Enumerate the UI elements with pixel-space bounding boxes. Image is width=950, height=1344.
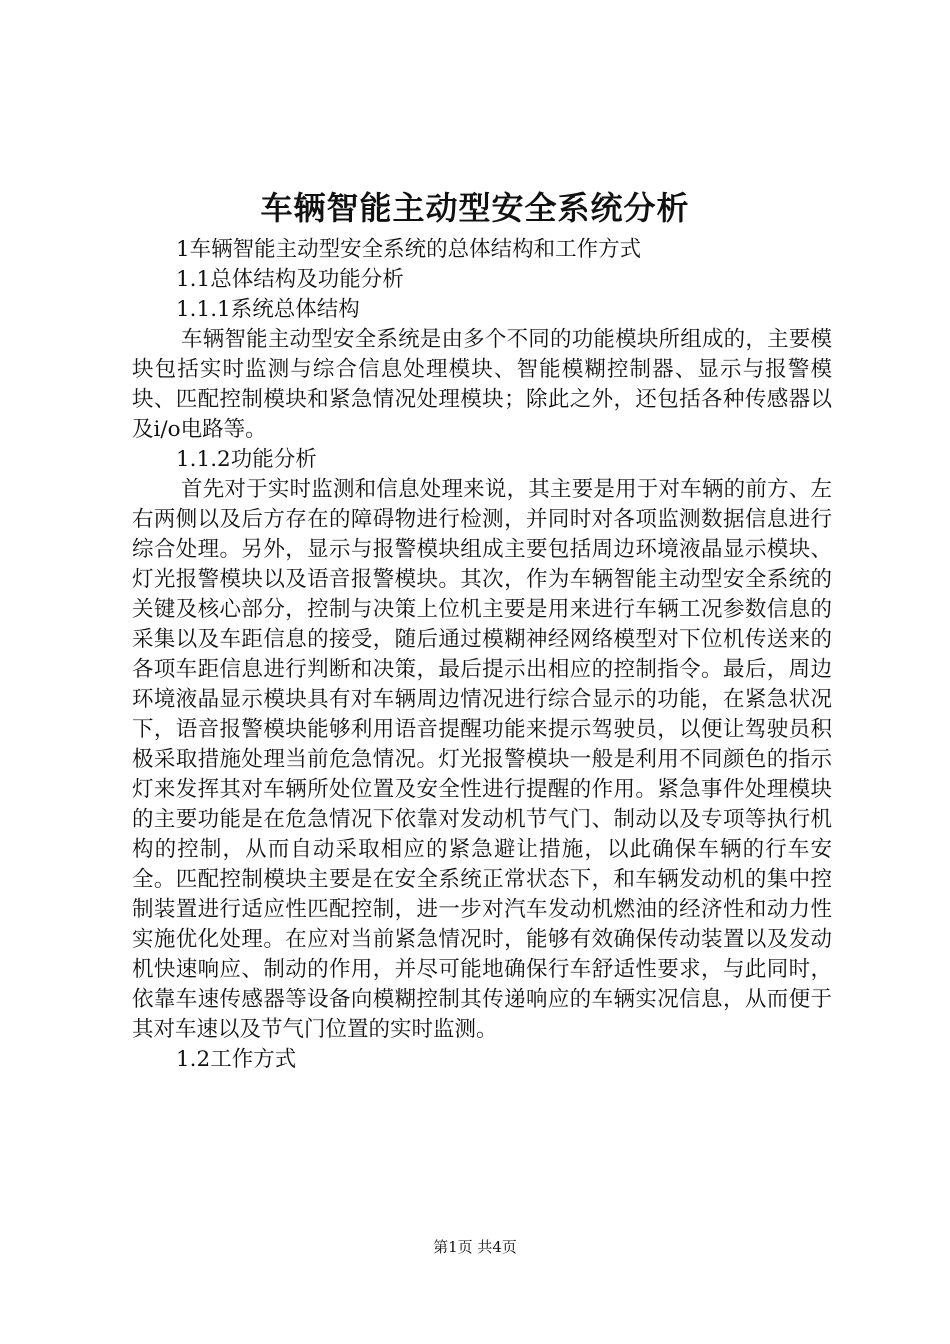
document-title: 车辆智能主动型安全系统分析 [260,189,690,227]
heading-1-1-2: 1.1.2功能分析 [176,447,317,472]
heading-1-2: 1.2工作方式 [176,1047,297,1072]
paragraph-system-structure: 车辆智能主动型安全系统是由多个不同的功能模块所组成的，主要模块包括实时监测与综合信息处理模块、智能模糊控制器、显示与报警模块、匹配控制模块和紧急情况处理模块；除此之外，还包括各种传感器以及i/o电路等。 [132,327,832,442]
paragraph-function-analysis: 首先对于实时监测和信息处理来说，其主要是用于对车辆的前方、左右两侧以及后方存在的障碍物进行检测，并同时对各项监测数据信息进行综合处理。另外，显示与报警模块组成主要包括周边环境液晶显示模块、灯光报警模块以及语音报警模块。其次，作为车辆智能主动型安全系统的关键及核心部分，控制与决策上位机主要是用来进行车辆工况参数信息的采集以及车距信息的接受，随后通过模糊神经网络模型对下位机传送来的各项车距信息进行判断和决策，最后提示出相应的控制指令。最后，周边环境液晶显示模块具有对车辆周边情况进行综合显示的功能，在紧急状况下，语音报警模块能够利用语音提醒功能来提示驾驶员，以便让驾驶员积极采取措施处理当前危急情况。灯光报警模块一般是利用不同颜色的指示灯来发挥其对车辆所处位置及安全性进行提醒的作用。紧急事件处理模块的主要功能是在危急情况下依靠对发动机节气门、制动以及专项等执行机构的控制，从而自动采取相应的紧急避让措施，以此确保车辆的行车安全。匹配控制模块主要是在安全系统正常状态下，和车辆发动机的集中控制装置进行适应性匹配控制，进一步对汽车发动机燃油的经济性和动力性实施优化处理。在应对当前紧急情况时，能够有效确保传动装置以及发动机快速响应、制动的作用，并尽可能地确保行车舒适性要求，与此同时，依靠车速传感器等设备向模糊控制其传递响应的车辆实况信息，从而便于其对车速以及节气门位置的实时监测。 [132,477,832,1042]
page-footer: 第1页 共4页 [433,1238,517,1256]
heading-1-1-1: 1.1.1系统总体结构 [176,297,360,322]
document-body [132,235,832,1075]
heading-1: 1车辆智能主动型安全系统的总体结构和工作方式 [176,237,642,262]
heading-1-1: 1.1总体结构及功能分析 [176,267,404,292]
